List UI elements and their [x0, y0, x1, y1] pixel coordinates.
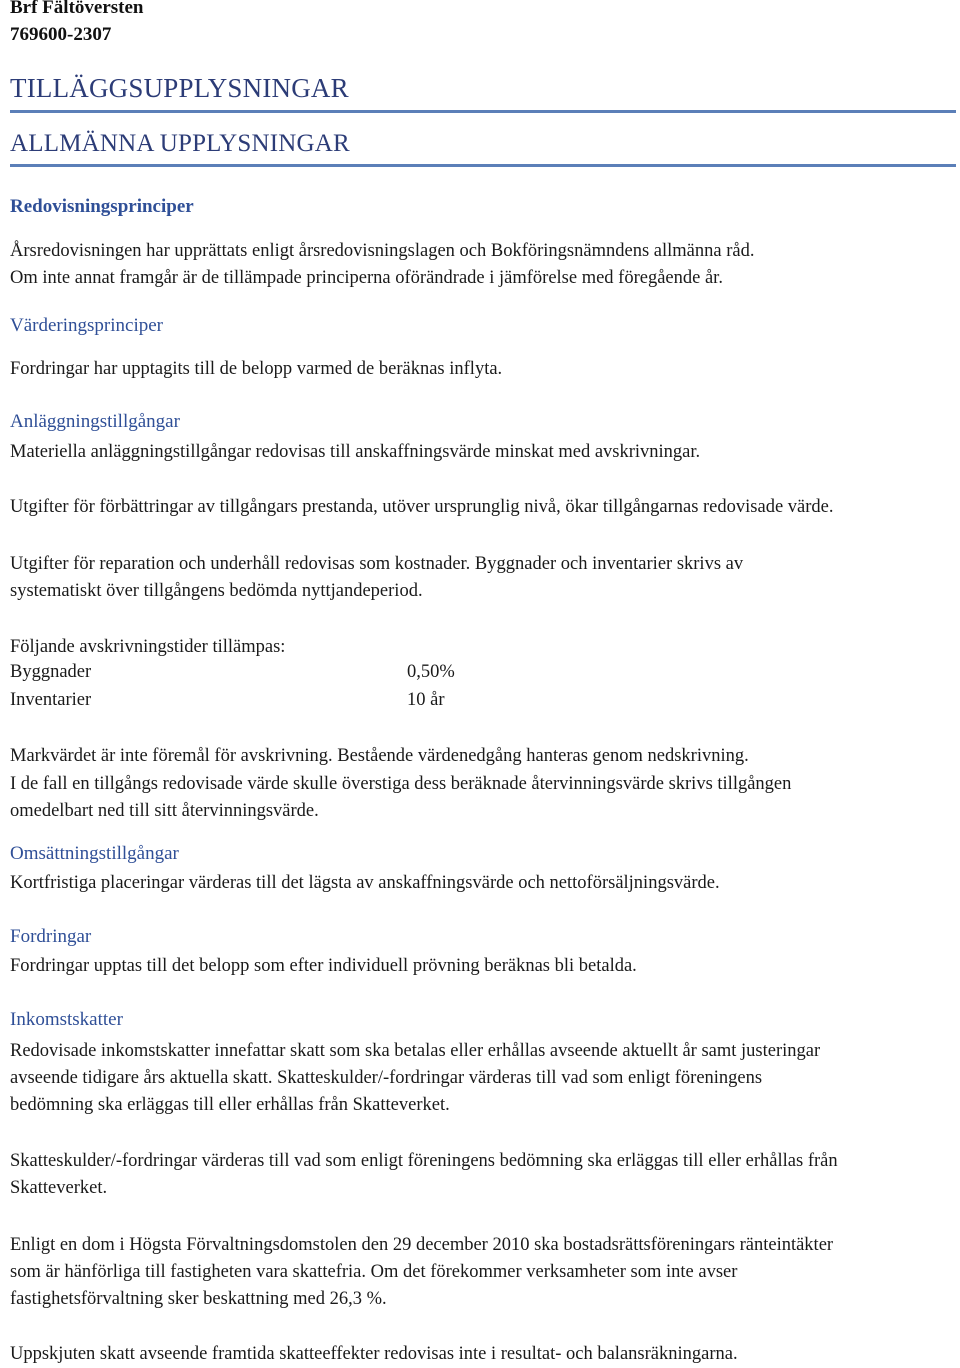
- paragraph-line: bedömning ska erläggas till eller erhållas från Skatteverket.: [10, 1095, 450, 1115]
- paragraph-line: Skatteskulder/-fordringar värderas till vad som enligt föreningens bedömning ska erläggas till eller erhållas från: [10, 1151, 838, 1171]
- heading-fordringar: Fordringar: [10, 926, 92, 947]
- paragraph-line: Markvärdet är inte föremål för avskrivning. Bestående värdenedgång hanteras genom nedskrivning.: [10, 746, 749, 766]
- heading-varderingsprinciper: Värderingsprinciper: [10, 315, 163, 336]
- paragraph-line: Kortfristiga placeringar värderas till det lägsta av anskaffningsvärde och nettoförsäljningsvärde.: [10, 873, 720, 893]
- rate-value: 10 år: [407, 690, 445, 710]
- paragraph-line: Redovisade inkomstskatter innefattar skatt som ska betalas eller erhållas avseende aktuellt år samt justeringar: [10, 1041, 821, 1061]
- rate-value: 0,50%: [407, 662, 455, 682]
- heading-redovisningsprinciper: Redovisningsprinciper: [10, 196, 194, 217]
- paragraph-line: avseende tidigare års aktuella skatt. Skatteskulder/-fordringar värderas till vad som enligt föreningens: [10, 1068, 763, 1088]
- paragraph-line: Utgifter för reparation och underhåll redovisas som kostnader. Byggnader och inventarier skrivs av: [10, 554, 744, 574]
- paragraph-line: Årsredovisningen har upprättats enligt årsredovisningslagen och Bokföringsnämndens allmänna råd.: [10, 241, 755, 261]
- paragraph-line: omedelbart ned till sitt återvinningsvärde.: [10, 801, 319, 821]
- paragraph-line: Utgifter för förbättringar av tillgångars prestanda, utöver ursprunglig nivå, ökar tillgångarnas redovisade värde.: [10, 497, 834, 517]
- heading-inkomstskatter: Inkomstskatter: [10, 1009, 123, 1030]
- rates-intro: Följande avskrivningstider tillämpas:: [10, 637, 286, 657]
- paragraph-line: Om inte annat framgår är de tillämpade principerna oförändrade i jämförelse med föregående år.: [10, 268, 723, 288]
- paragraph-line: fastighetsförvaltning sker beskattning med 26,3 %.: [10, 1289, 387, 1309]
- paragraph-line: Fordringar har upptagits till de belopp varmed de beräknas inflyta.: [10, 359, 503, 379]
- rate-label: Byggnader: [10, 662, 92, 682]
- sub-title-rule: [10, 164, 956, 167]
- org-number: 769600-2307: [10, 24, 112, 45]
- main-title: TILLÄGGSUPPLYSNINGAR: [10, 73, 349, 103]
- heading-anlaggningstillgangar: Anläggningstillgångar: [10, 411, 180, 432]
- rate-label: Inventarier: [10, 690, 92, 710]
- heading-omsattningstillgangar: Omsättningstillgångar: [10, 843, 179, 864]
- paragraph-line: Skatteverket.: [10, 1178, 108, 1198]
- paragraph-line: Materiella anläggningstillgångar redovisas till anskaffningsvärde minskat med avskrivningar.: [10, 442, 701, 462]
- paragraph-line: I de fall en tillgångs redovisade värde skulle överstiga dess beräknade återvinningsvärde skrivs tillgången: [10, 774, 792, 794]
- paragraph-line: Fordringar upptas till det belopp som efter individuell prövning beräknas bli betalda.: [10, 956, 637, 976]
- paragraph-line: Uppskjuten skatt avseende framtida skatteeffekter redovisas inte i resultat- och balansräkningarna.: [10, 1344, 738, 1364]
- paragraph-line: systematiskt över tillgångens bedömda nyttjandeperiod.: [10, 581, 423, 601]
- sub-title: ALLMÄNNA UPPLYSNINGAR: [10, 130, 350, 157]
- org-name: Brf Fältöversten: [10, 0, 144, 18]
- paragraph-line: Enligt en dom i Högsta Förvaltningsdomstolen den 29 december 2010 ska bostadsrättsföreningars ränteintäkter: [10, 1235, 834, 1255]
- main-title-rule: [10, 110, 956, 113]
- paragraph-line: som är hänförliga till fastigheten vara skattefria. Om det förekommer verksamheter som inte avser: [10, 1262, 738, 1282]
